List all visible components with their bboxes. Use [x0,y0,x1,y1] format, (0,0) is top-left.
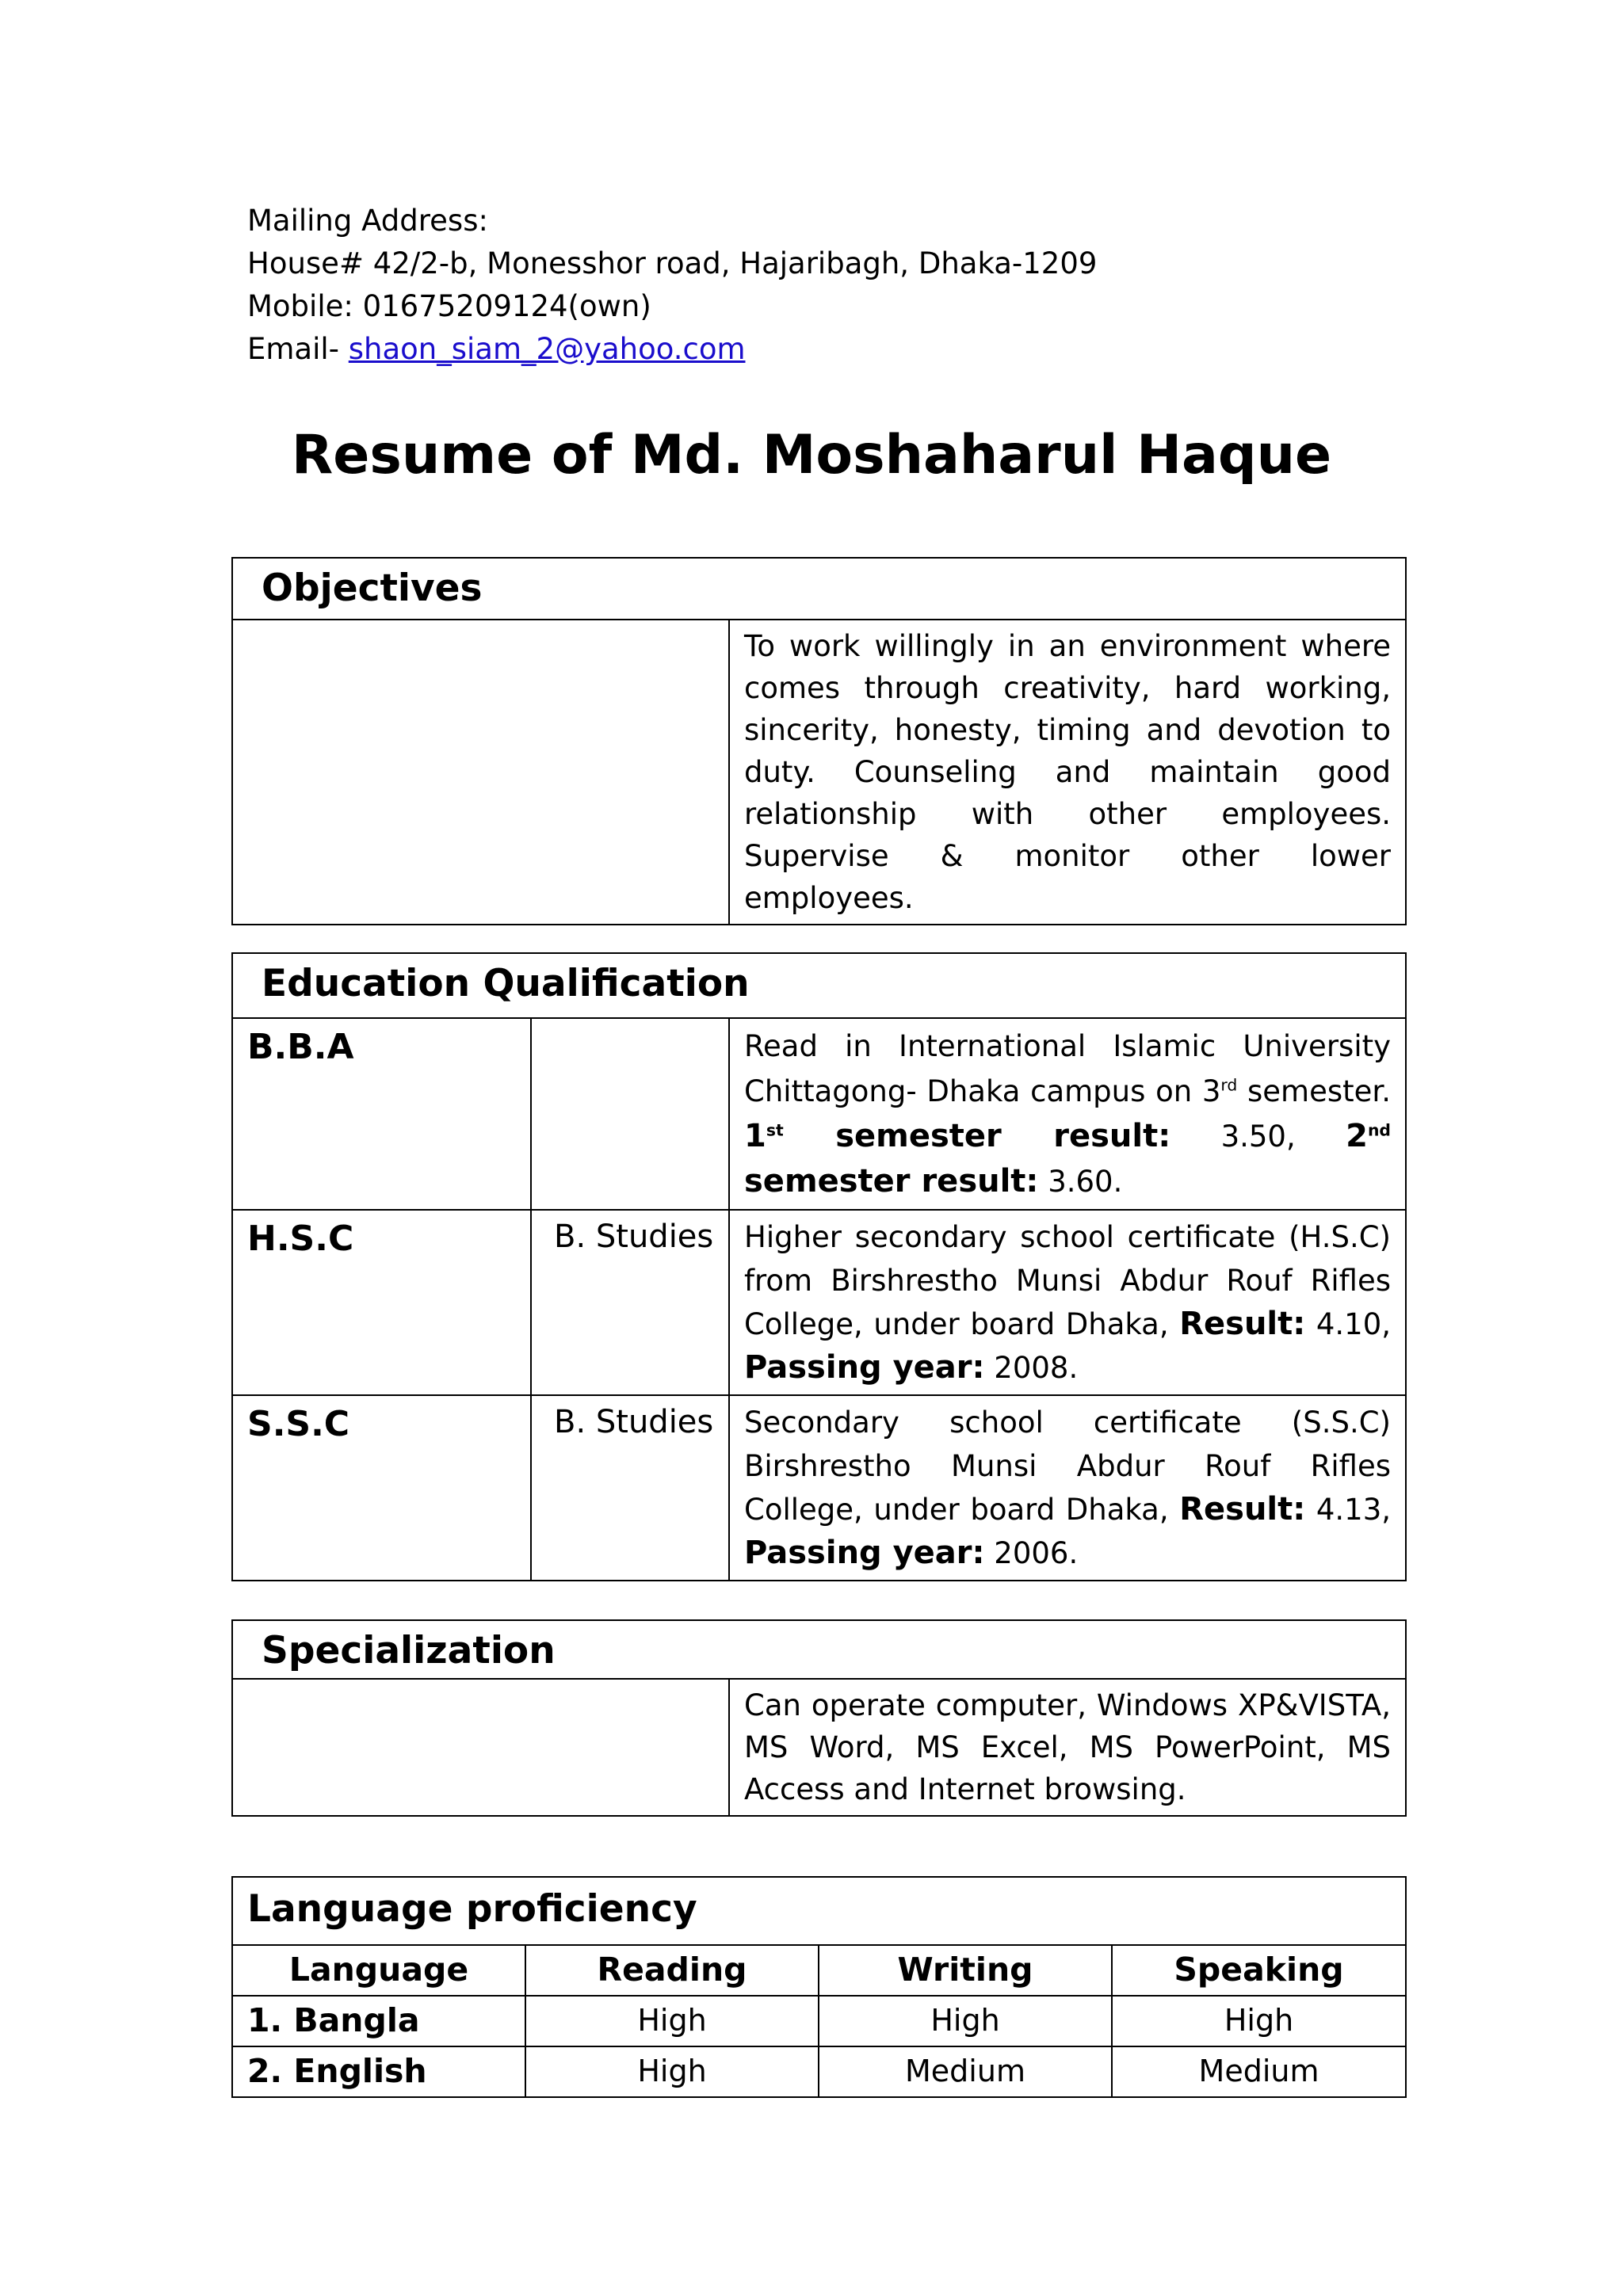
education-row-hsc [232,1210,1406,1395]
email-label: Email- [247,332,349,366]
table-row [232,1996,1406,2046]
page-title: Resume of Md. Moshaharul Haque [291,424,1332,486]
email-line [247,328,1097,371]
education-row-bba [232,1018,1406,1210]
table-row [232,2046,1406,2097]
writing-level: Medium [819,2046,1112,2097]
degree-label: H.S.C [232,1210,531,1395]
street-address: House# 42/2-b, Monesshor road, Hajaribagh, Dhaka-1209 [247,246,1098,280]
group-label [531,1018,729,1210]
education-row-ssc [232,1395,1406,1581]
column-header-language: Language [232,1945,525,1996]
education-details: Read in International Islamic University Chittagong- Dhaka campus on 3rd semester. 1st semester result: 3.50, 2nd semester result: 3.60. [729,1018,1406,1210]
language-heading: Language proficiency [232,1877,1406,1945]
degree-label: S.S.C [232,1395,531,1581]
objectives-text: To work willingly in an environment where comes through creativity, hard working, sincerity, honesty, timing and devotion to duty. Counseling and maintain good relationship with other employees. Supervise & monitor other lower employees. [729,620,1406,925]
mobile-number: Mobile: 01675209124(own) [247,289,651,323]
specialization-empty-cell [232,1679,729,1816]
reading-level: High [525,1996,819,2046]
email-link[interactable]: shaon_siam_2@yahoo.com [348,332,746,366]
objectives-table [231,557,1407,925]
degree-label: B.B.A [232,1018,531,1210]
specialization-heading: Specialization [232,1620,1406,1679]
education-table [231,952,1407,1581]
reading-level: High [525,2046,819,2097]
group-label: B. Studies [531,1210,729,1395]
specialization-table [231,1619,1407,1817]
group-label: B. Studies [531,1395,729,1581]
speaking-level: Medium [1112,2046,1406,2097]
education-details: Higher secondary school certificate (H.S.C) from Birshrestho Munsi Abdur Rouf Rifles College, under board Dhaka, Result: 4.10, Passing year: 2008. [729,1210,1406,1395]
objectives-empty-cell [232,620,729,925]
education-heading: Education Qualification [232,953,1406,1018]
specialization-text: Can operate computer, Windows XP&VISTA, MS Word, MS Excel, MS PowerPoint, MS Access and Internet browsing. [729,1679,1406,1816]
writing-level: High [819,1996,1112,2046]
language-name: 2. English [232,2046,525,2097]
language-name: 1. Bangla [232,1996,525,2046]
objectives-heading: Objectives [232,558,1406,620]
speaking-level: High [1112,1996,1406,2046]
column-header-speaking: Speaking [1112,1945,1406,1996]
mailing-address-heading: Mailing Address: [247,204,488,238]
education-details: Secondary school certificate (S.S.C) Birshrestho Munsi Abdur Rouf Rifles College, under board Dhaka, Result: 4.13, Passing year: 2006. [729,1395,1406,1581]
language-header-row [232,1945,1406,1996]
column-header-reading: Reading [525,1945,819,1996]
language-table [231,1876,1407,2098]
column-header-writing: Writing [819,1945,1112,1996]
contact-block [247,200,1097,371]
